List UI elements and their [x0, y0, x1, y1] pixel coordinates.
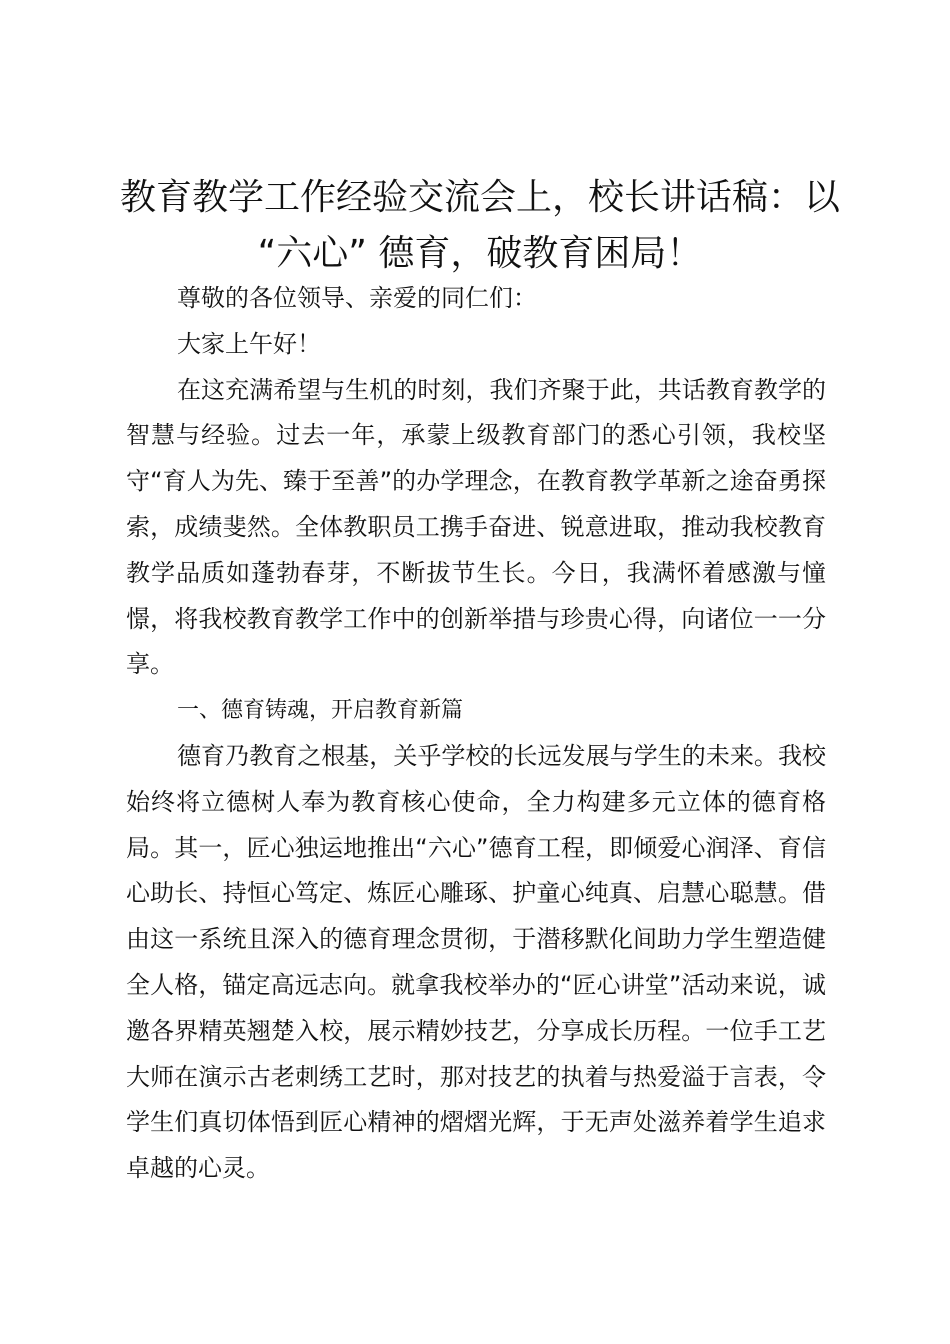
section-heading: 一、德育铸魂，开启教育新篇 — [177, 698, 464, 724]
title-line-1: 教育教学工作经验交流会上，校长讲话稿：以 — [119, 177, 840, 218]
greeting: 大家上午好！ — [177, 329, 321, 358]
salutation: 尊敬的各位领导、亲爱的同仁们： — [177, 284, 537, 312]
document-title — [110, 170, 850, 282]
title-line-2: “六心” 德育，破教育困局！ — [257, 233, 703, 274]
intro-paragraph: 在这充满希望与生机的时刻，我们齐聚于此，共话教育教学的智慧与经验。过去一年，承蒙上级教育部门的悉心引领，我校坚守“育人为先、臻于至善”的办学理念，在教育教学革新之途奋勇探索，成绩斐然。全体教职员工携手奋进、锐意进取，推动我校教育教学品质如蓬勃春芽，不断拔节生长。今日，我满怀着感激与憧憬，将我校教育教学工作中的创新举措与珍贵心得，向诸位一一分享。 — [126, 375, 826, 679]
document-body — [126, 276, 826, 1192]
section-paragraph: 德育乃教育之根基，关乎学校的长远发展与学生的未来。我校始终将立德树人奉为教育核心使命，全力构建多元立体的德育格局。其一，匠心独运地推出“六心”德育工程，即倾爱心润泽、育信心助长、持恒心笃定、炼匠心雕琢、护童心纯真、启慧心聪慧。借由这一系统且深入的德育理念贯彻，于潜移默化间助力学生塑造健全人格，锚定高远志向。就拿我校举办的“匠心讲堂”活动来说，诚邀各界精英翘楚入校，展示精妙技艺，分享成长历程。一位手工艺大师在演示古老刺绣工艺时，那对技艺的执着与热爱溢于言表，令学生们真切体悟到匠心精神的熠熠光辉，于无声处滋养着学生追求卓越的心灵。 — [126, 741, 826, 1183]
